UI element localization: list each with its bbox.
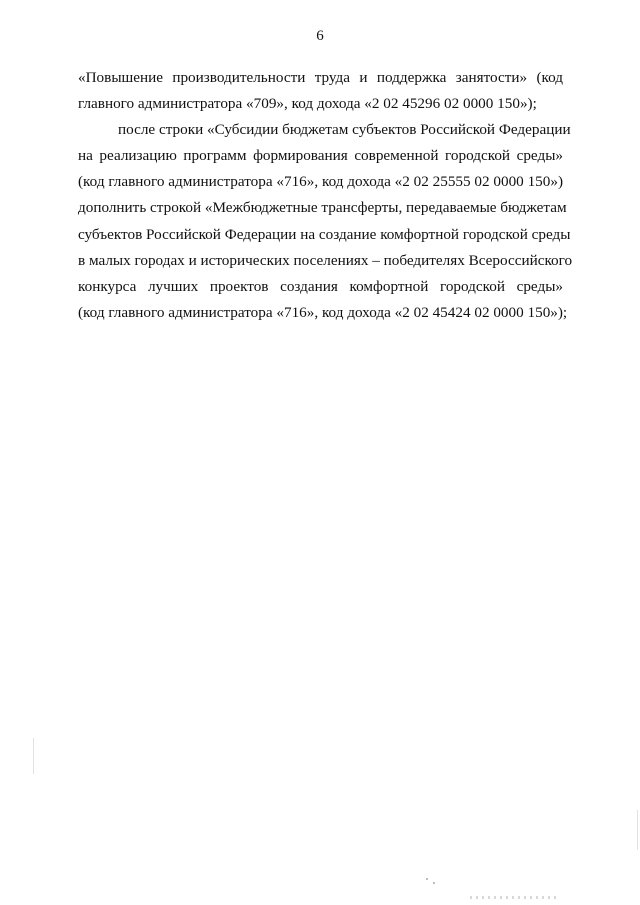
text-line: субъектов Российской Федерации на создание комфортной городской среды: [78, 225, 571, 243]
page-number: 6: [316, 28, 324, 44]
text-line: на реализацию программ формирования современной городской среды»: [78, 147, 563, 165]
paragraph-2: [78, 117, 573, 326]
text-line: в малых городах и исторических поселениях – победителях Всероссийского: [78, 251, 573, 269]
text-line: (код главного администратора «716», код дохода «2 02 25555 02 0000 150»): [78, 173, 563, 191]
text-line: дополнить строкой «Межбюджетные трансферты, передаваемые бюджетам: [78, 199, 567, 217]
scan-artifact: [33, 738, 34, 774]
text-line: конкурса лучших проектов создания комфортной городской среды»: [78, 277, 563, 295]
scan-artifact: [470, 896, 560, 899]
scan-artifact: [637, 810, 638, 850]
text-line: (код главного администратора «716», код дохода «2 02 45424 02 0000 150»);: [78, 303, 568, 321]
text-line: главного администратора «709», код дохода «2 02 45296 02 0000 150»);: [78, 95, 537, 113]
document-body: [78, 65, 573, 326]
text-line: «Повышение производительности труда и поддержка занятости» (код: [78, 69, 563, 86]
scan-artifact: [433, 882, 435, 884]
text-line: после строки «Субсидии бюджетам субъектов Российской Федерации: [118, 121, 571, 139]
paragraph-1: [78, 65, 563, 117]
scan-artifact: [426, 878, 428, 880]
